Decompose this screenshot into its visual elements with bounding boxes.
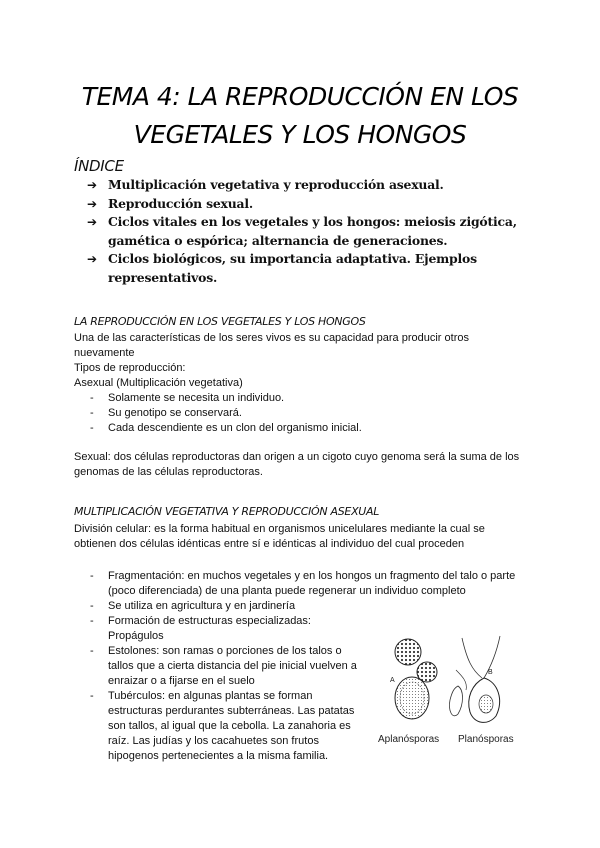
index-item-text-cont: gamética o espórica; alternancia de generaciones.	[108, 232, 448, 248]
list-item-text: Su genotipo se conservará.	[108, 407, 242, 419]
dash-bullet: -	[90, 645, 94, 657]
index-item-text: Reproducción sexual.	[108, 195, 253, 211]
list-item	[90, 391, 530, 406]
dash-bullet: -	[90, 615, 94, 627]
list-item-text: Formación de estructuras especializadas:	[108, 615, 311, 627]
sexual-line-1: Sexual: dos células reproductoras dan origen a un cigoto cuyo genoma será la suma de los	[74, 451, 520, 463]
dash-bullet: -	[90, 570, 94, 582]
label-b: B	[488, 669, 493, 676]
page-title-line-2: VEGETALES Y LOS HONGOS	[133, 120, 467, 149]
list-item-text: Cada descendiente es un clon del organismo inicial.	[108, 422, 362, 434]
dash-bullet: -	[90, 600, 94, 612]
list-item-text: son tallos, al igual que la cebolla. La zanahoria es	[108, 720, 351, 732]
sexual-line-2: genomas de las células reproductoras.	[74, 466, 263, 478]
list-item	[90, 406, 530, 421]
types-label: Tipos de reproducción:	[74, 362, 186, 374]
list-item	[90, 644, 378, 689]
page-title-line-1: TEMA 4: LA REPRODUCCIÓN EN LOS	[81, 82, 519, 111]
intro-line-1: Una de las características de los seres vivos es su capacidad para producir otros	[74, 332, 469, 344]
spores-figure	[372, 630, 522, 748]
label-a: A	[390, 677, 395, 684]
asexual-label: Asexual (Multiplicación vegetativa)	[74, 377, 243, 389]
index-item	[87, 250, 527, 287]
sexual-paragraph	[74, 450, 544, 480]
index-list	[87, 176, 527, 287]
index-item	[87, 195, 527, 214]
list-item-text: tallos que a cierta distancia del pie inicial vuelven a	[108, 660, 357, 672]
list-item-text: Tubérculos: en algunas plantas se forman	[108, 690, 313, 702]
dash-bullet: -	[90, 407, 94, 419]
division-line-1: División celular: es la forma habitual en organismos unicelulares mediante la cual se	[74, 523, 485, 535]
list-item-text: Fragmentación: en muchos vegetales y en los hongos un fragmento del talo o parte	[108, 570, 516, 582]
index-item-text: Ciclos vitales en los vegetales y los hongos: meiosis zigótica,	[108, 214, 517, 229]
caption-planosporas: Planósporas	[458, 734, 514, 745]
division-paragraph	[74, 522, 544, 552]
spores-illustration	[372, 630, 522, 730]
list-item	[90, 689, 378, 764]
list-item-text: estructuras perdurantes subterráneas. Las patatas	[108, 705, 355, 717]
index-item-text: Multiplicación vegetativa y reproducción asexual.	[108, 177, 444, 192]
dash-bullet: -	[90, 690, 94, 702]
section-heading-multiplicacion: MULTIPLICACIÓN VEGETATIVA Y REPRODUCCIÓN ASEXUAL	[74, 505, 380, 518]
list-item-text: Solamente se necesita un individuo.	[108, 392, 285, 404]
list-item-text: hipogenos pertenecientes a la misma familia.	[108, 750, 329, 762]
dash-bullet: -	[90, 422, 94, 434]
index-item	[87, 213, 527, 250]
division-line-2: obtienen dos células idénticas entre sí e idénticas al individuo del cual proceden	[74, 538, 465, 550]
arrow-icon: ➔	[87, 178, 97, 192]
list-item	[90, 569, 530, 599]
list-item-text: enraizar o a fijarse en el suelo	[108, 675, 255, 687]
section1-intro	[74, 331, 534, 391]
caption-aplanosporas: Aplanósporas	[378, 734, 440, 745]
list-item-text: (poco diferenciada) de una planta puede regenerar un individuo completo	[108, 585, 466, 597]
arrow-icon: ➔	[87, 215, 97, 229]
asexual-list	[90, 391, 530, 436]
intro-line-2: nuevamente	[74, 347, 135, 359]
section-heading-reproduccion: LA REPRODUCCIÓN EN LOS VEGETALES Y LOS HONGOS	[74, 315, 366, 328]
dash-bullet: -	[90, 392, 94, 404]
list-item-text: Propágulos	[108, 630, 164, 642]
index-item-text: Ciclos biológicos, su importancia adaptativa. Ejemplos	[108, 251, 477, 266]
index-item	[87, 176, 527, 195]
arrow-icon: ➔	[87, 252, 97, 266]
arrow-icon: ➔	[87, 196, 97, 211]
index-item-text-cont: representativos.	[108, 269, 218, 285]
list-item-text: raíz. Las judías y los cacahuetes son frutos	[108, 735, 319, 747]
list-item	[90, 421, 530, 436]
list-item	[90, 599, 530, 614]
index-heading: ÍNDICE	[74, 157, 124, 175]
list-item-text: Se utiliza en agricultura y en jardinería	[108, 600, 296, 612]
list-item-text: Estolones: son ramas o porciones de los talos o	[108, 645, 342, 657]
